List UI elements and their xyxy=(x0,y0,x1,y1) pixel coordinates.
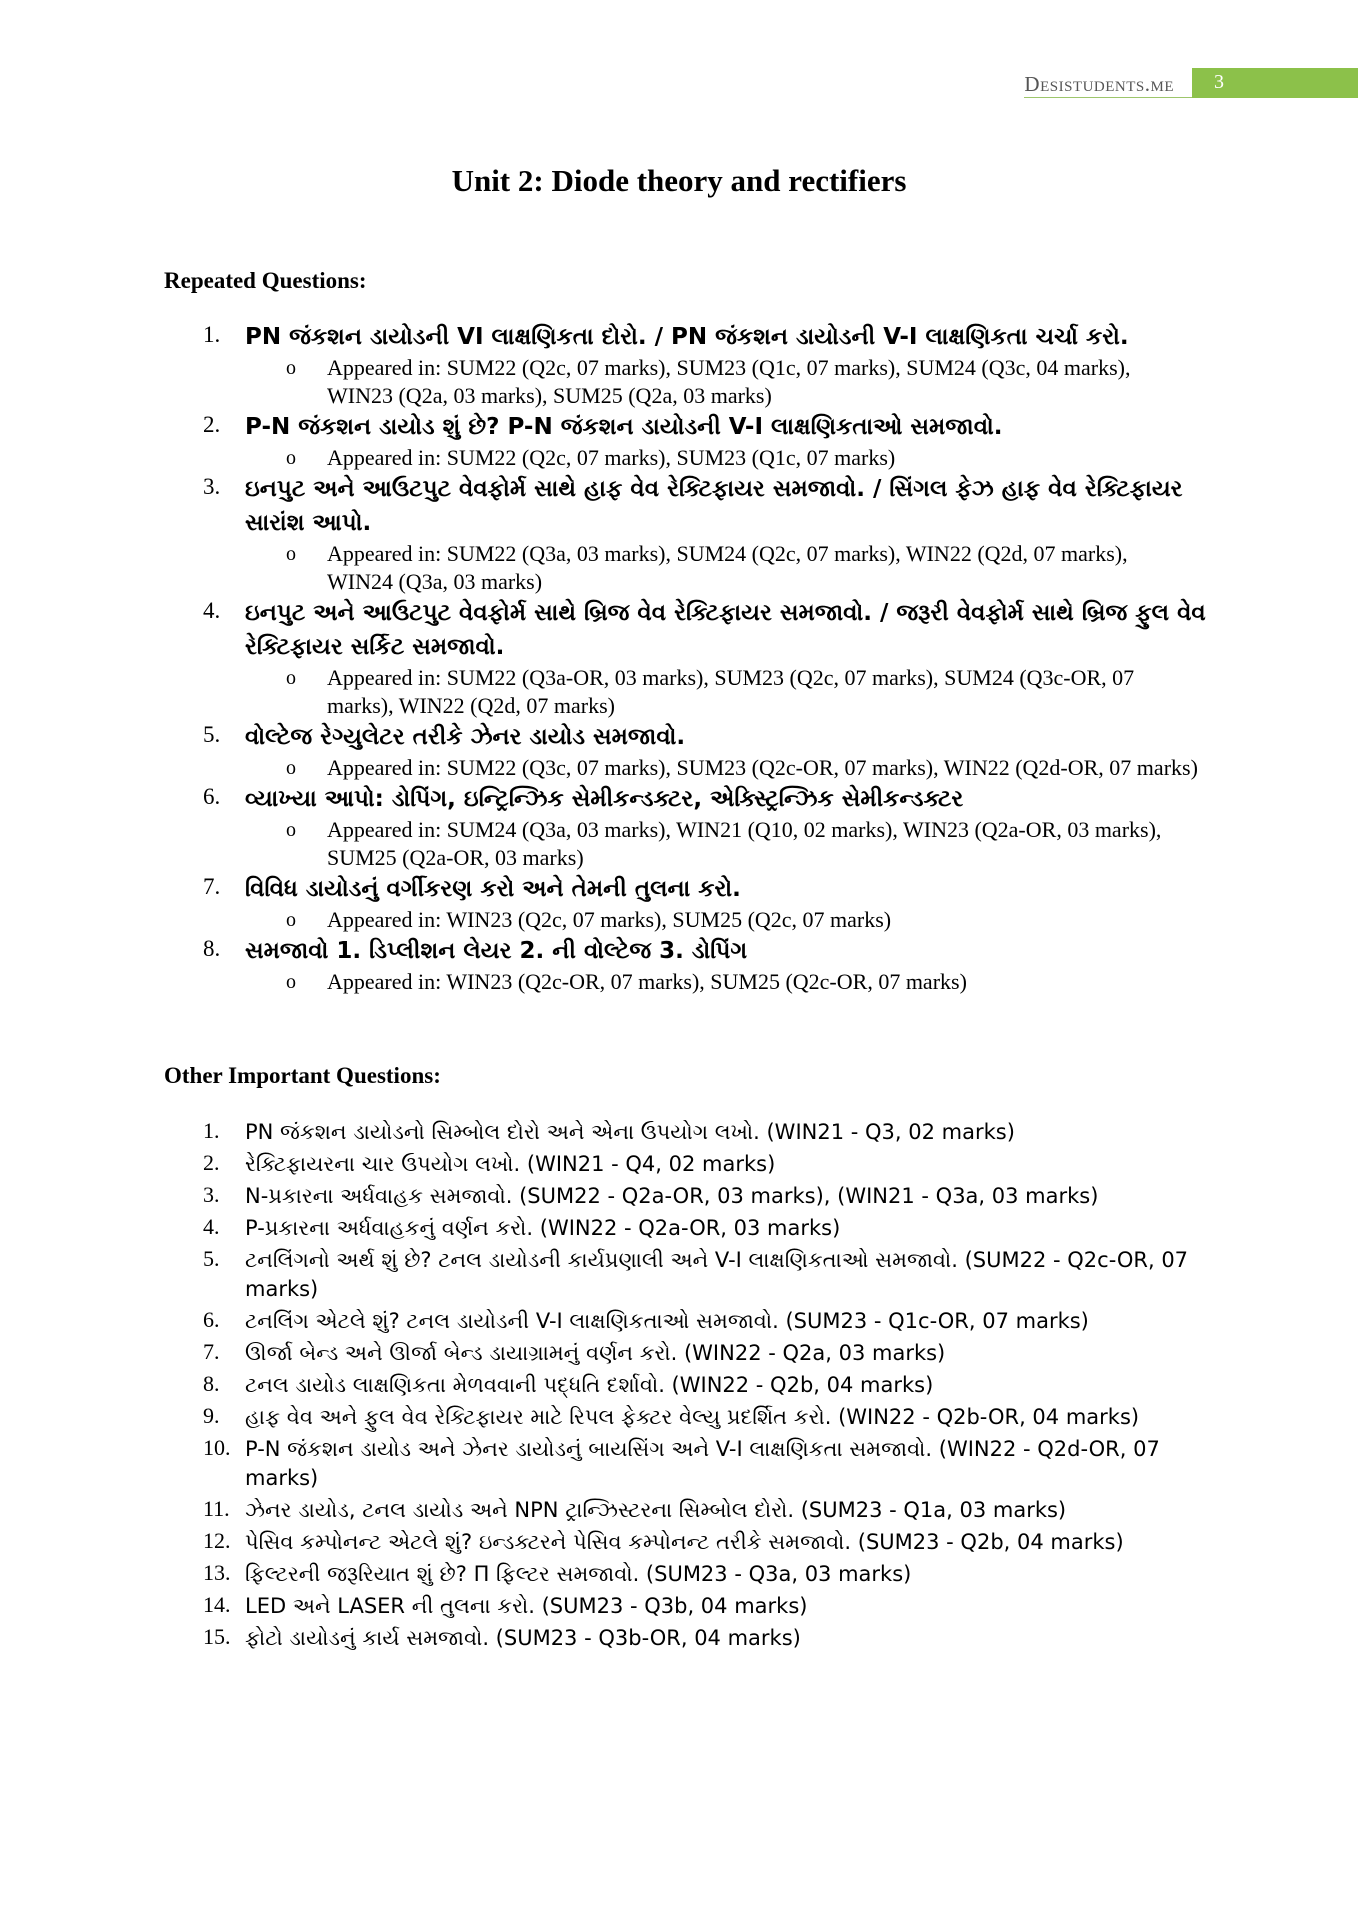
appeared-text: Appeared in: SUM22 (Q3c, 07 marks), SUM23 (Q2c-OR, 07 marks), WIN22 (Q2d-OR, 07 marks) xyxy=(327,755,1198,780)
list-item xyxy=(0,1150,1358,1179)
question-text: PN જંકશન ડાયોડનો સિમ્બોલ દોરો અને એના ઉપયોગ લખો. (WIN21 - Q3, 02 marks) xyxy=(245,1120,1015,1144)
bullet-icon: o xyxy=(286,909,296,931)
item-number: 4. xyxy=(203,598,221,623)
list-item xyxy=(0,1182,1358,1211)
question-text: વોલ્ટેજ રેગ્યુલેટર તરીકે ઝેનર ડાયોડ સમજાવો. xyxy=(245,724,686,750)
list-item xyxy=(0,472,1358,596)
item-number: 1. xyxy=(203,322,221,347)
question-text: ફોટો ડાયોડનું કાર્ય સમજાવો. (SUM23 - Q3b-OR, 04 marks) xyxy=(245,1626,801,1650)
question-text: ટનલ ડાયોડ લાક્ષણિકતા મેળવવાની પદ્ધતિ દર્શાવો. (WIN22 - Q2b, 04 marks) xyxy=(245,1373,934,1397)
appeared-text: Appeared in: SUM22 (Q3a-OR, 03 marks), SUM23 (Q2c, 07 marks), SUM24 (Q3c-OR, 07 marks), WIN22 (Q2d, 07 marks) xyxy=(327,665,1135,718)
question-text: P-N જંકશન ડાયોડ અને ઝેનર ડાયોડનું બાયસિંગ અને V-I લાક્ષણિકતા સમજાવો. (WIN22 - Q2d-OR, 07 marks) xyxy=(245,1437,1160,1490)
item-number: 2. xyxy=(203,1150,220,1175)
list-item xyxy=(0,1528,1358,1557)
appeared-text: Appeared in: WIN23 (Q2c-OR, 07 marks), SUM25 (Q2c-OR, 07 marks) xyxy=(327,969,967,994)
item-number: 5. xyxy=(203,1246,220,1271)
question-text: PN જંકશન ડાયોડની VI લાક્ષણિકતા દોરો. / PN જંકશન ડાયોડની V-I લાક્ષણિકતા ચર્ચા કરો. xyxy=(245,324,1129,350)
item-number: 11. xyxy=(203,1496,230,1521)
item-number: 2. xyxy=(203,412,221,437)
list-item xyxy=(0,1592,1358,1621)
list-item xyxy=(0,1560,1358,1589)
bullet-icon: o xyxy=(286,543,296,565)
item-number: 3. xyxy=(203,474,221,499)
question-text: ઊર્જા બેન્ડ અને ઊર્જા બેન્ડ ડાયાગ્રામનું વર્ણન કરો. (WIN22 - Q2a, 03 marks) xyxy=(245,1341,946,1365)
page-header xyxy=(1024,68,1358,98)
bullet-icon: o xyxy=(286,667,296,689)
repeated-questions-heading: Repeated Questions: xyxy=(164,268,367,293)
list-item xyxy=(0,934,1358,996)
question-text: રેક્ટિફાયરના ચાર ઉપયોગ લખો. (WIN21 - Q4, 02 marks) xyxy=(245,1152,776,1176)
question-text: ટનલિંગ એટલે શું? ટનલ ડાયોડની V-I લાક્ષણિકતાઓ સમજાવો. (SUM23 - Q1c-OR, 07 marks) xyxy=(245,1309,1089,1333)
appeared-text: Appeared in: SUM22 (Q2c, 07 marks), SUM23 (Q1c, 07 marks), SUM24 (Q3c, 04 marks), WIN23 (Q2a, 03 marks), SUM25 (Q2a, 03 marks) xyxy=(327,355,1131,408)
appeared-in xyxy=(245,664,1208,720)
item-number: 13. xyxy=(203,1560,231,1585)
question-text: પેસિવ કમ્પોનન્ટ એટલે શું? ઇન્ડક્ટરને પેસિવ કમ્પોનન્ટ તરીકે સમજાવો. (SUM23 - Q2b, 04 marks) xyxy=(245,1530,1124,1554)
item-number: 14. xyxy=(203,1592,231,1617)
list-item xyxy=(0,1214,1358,1243)
list-item xyxy=(0,1371,1358,1400)
list-item xyxy=(0,1246,1358,1304)
item-number: 6. xyxy=(203,784,221,809)
appeared-text: Appeared in: SUM22 (Q2c, 07 marks), SUM23 (Q1c, 07 marks) xyxy=(327,445,896,470)
bullet-icon: o xyxy=(286,757,296,779)
question-text: વિવિધ ડાયોડનું વર્ગીકરણ કરો અને તેમની તુલના કરો. xyxy=(245,876,741,902)
appeared-in xyxy=(245,968,1208,996)
item-number: 8. xyxy=(203,936,221,961)
question-text: ઇનપુટ અને આઉટપુટ વેવફોર્મ સાથે હાફ વેવ રેક્ટિફાયર સમજાવો. / સિંગલ ફેઝ હાફ વેવ રેક્ટિફાયર સારાંશ આપો. xyxy=(245,476,1183,536)
appeared-in xyxy=(245,754,1208,782)
question-text: હાફ વેવ અને ફુલ વેવ રેક્ટિફાયર માટે રિપલ ફેક્ટર વેલ્યુ પ્રદર્શિત કરો. (WIN22 - Q2b-OR, 04 marks) xyxy=(245,1405,1140,1429)
appeared-in xyxy=(245,816,1208,872)
question-text: ફિલ્ટરની જરૂરિયાત શું છે? Π ફિલ્ટર સમજાવો. (SUM23 - Q3a, 03 marks) xyxy=(245,1562,912,1586)
appeared-text: Appeared in: SUM22 (Q3a, 03 marks), SUM24 (Q2c, 07 marks), WIN22 (Q2d, 07 marks), WIN24 (Q3a, 03 marks) xyxy=(327,541,1128,594)
bullet-icon: o xyxy=(286,819,296,841)
item-number: 5. xyxy=(203,722,221,747)
list-item xyxy=(0,1403,1358,1432)
item-number: 1. xyxy=(203,1118,220,1143)
list-item xyxy=(0,596,1358,720)
item-number: 4. xyxy=(203,1214,220,1239)
question-text: N-પ્રકારના અર્ધવાહક સમજાવો. (SUM22 - Q2a-OR, 03 marks), (WIN21 - Q3a, 03 marks) xyxy=(245,1184,1099,1208)
bullet-icon: o xyxy=(286,447,296,469)
item-number: 3. xyxy=(203,1182,220,1207)
site-name: Desistudents.me xyxy=(1024,68,1192,98)
question-text: P-પ્રકારના અર્ધવાહકનું વર્ણન કરો. (WIN22 - Q2a-OR, 03 marks) xyxy=(245,1216,841,1240)
list-item xyxy=(0,320,1358,410)
question-text: LED અને LASER ની તુલના કરો. (SUM23 - Q3b, 04 marks) xyxy=(245,1594,808,1618)
appeared-in xyxy=(245,354,1208,410)
appeared-text: Appeared in: SUM24 (Q3a, 03 marks), WIN21 (Q10, 02 marks), WIN23 (Q2a-OR, 03 marks), SUM25 (Q2a-OR, 03 marks) xyxy=(327,817,1162,870)
page-title: Unit 2: Diode theory and rectifiers xyxy=(451,163,907,198)
item-number: 10. xyxy=(203,1435,231,1460)
repeated-questions-list xyxy=(0,320,1358,996)
appeared-in xyxy=(245,444,1208,472)
question-text: ટનલિંગનો અર્થ શું છે? ટનલ ડાયોડની કાર્યપ્રણાલી અને V-I લાક્ષણિકતાઓ સમજાવો. (SUM22 - Q2c-OR, 07 marks) xyxy=(245,1248,1189,1301)
item-number: 15. xyxy=(203,1624,231,1649)
list-item xyxy=(0,1339,1358,1368)
question-text: વ્યાખ્યા આપો: ડોપિંગ, ઇન્ટ્રિન્ઝિક સેમીકન્ડક્ટર, એક્સ્ટ્રિન્ઝિક સેમીકન્ડક્ટર xyxy=(245,786,964,812)
question-text: ઝેનર ડાયોડ, ટનલ ડાયોડ અને NPN ટ્રાન્ઝિસ્ટરના સિમ્બોલ દોરો. (SUM23 - Q1a, 03 marks) xyxy=(245,1498,1067,1522)
appeared-in xyxy=(245,906,1208,934)
page-number: 3 xyxy=(1192,68,1358,98)
item-number: 7. xyxy=(203,874,221,899)
list-item xyxy=(0,872,1358,934)
question-text: P-N જંકશન ડાયોડ શું છે? P-N જંકશન ડાયોડની V-I લાક્ષણિકતાઓ સમજાવો. xyxy=(245,414,1003,440)
list-item xyxy=(0,1435,1358,1493)
list-item xyxy=(0,1307,1358,1336)
item-number: 6. xyxy=(203,1307,220,1332)
bullet-icon: o xyxy=(286,971,296,993)
question-text: ઇનપુટ અને આઉટપુટ વેવફોર્મ સાથે બ્રિજ વેવ રેક્ટિફાયર સમજાવો. / જરૂરી વેવફોર્મ સાથે બ્રિજ ફુલ વેવ રેક્ટિફાયર સર્કિટ સમજાવો. xyxy=(245,600,1206,660)
appeared-text: Appeared in: WIN23 (Q2c, 07 marks), SUM25 (Q2c, 07 marks) xyxy=(327,907,892,932)
list-item xyxy=(0,1118,1358,1147)
item-number: 12. xyxy=(203,1528,231,1553)
item-number: 9. xyxy=(203,1403,220,1428)
other-questions-list xyxy=(0,1118,1358,1656)
item-number: 7. xyxy=(203,1339,220,1364)
question-text: સમજાવો 1. ડિપ્લીશન લેયર 2. ની વોલ્ટેજ 3. ડોપિંગ xyxy=(245,938,748,964)
list-item xyxy=(0,1496,1358,1525)
bullet-icon: o xyxy=(286,357,296,379)
appeared-in xyxy=(245,540,1208,596)
other-questions-heading: Other Important Questions: xyxy=(164,1063,441,1088)
list-item xyxy=(0,782,1358,872)
list-item xyxy=(0,1624,1358,1653)
list-item xyxy=(0,720,1358,782)
list-item xyxy=(0,410,1358,472)
item-number: 8. xyxy=(203,1371,220,1396)
